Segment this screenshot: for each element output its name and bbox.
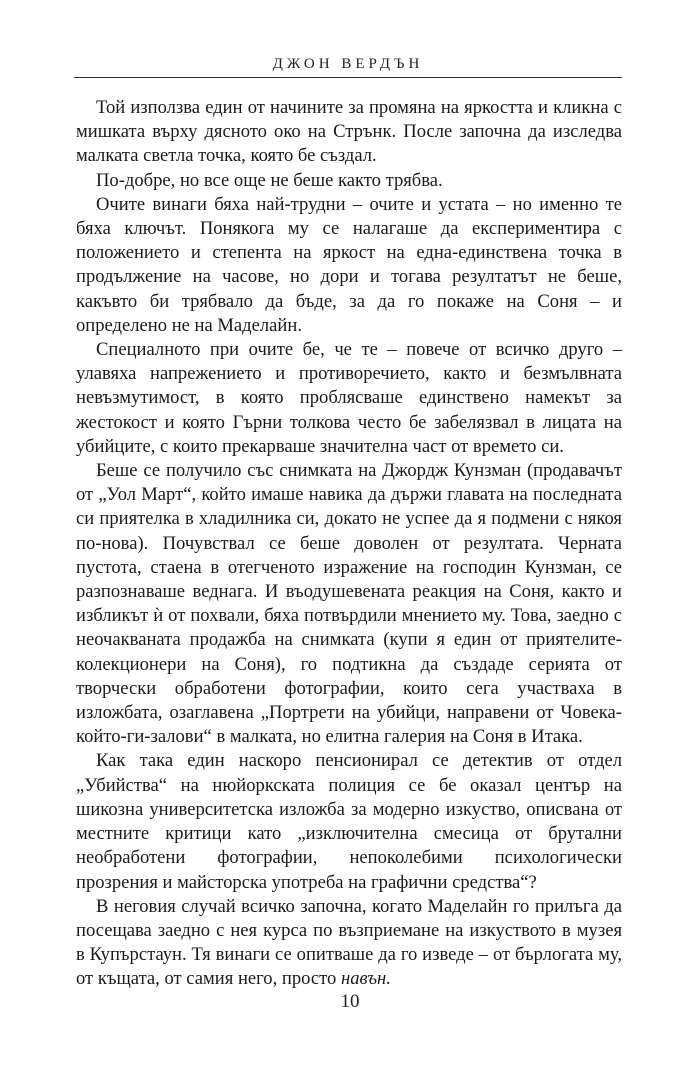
- paragraph: Специалното при очите бе, че те – повече от всичко друго – улавяха напрежението и противоречието, както и безмълвната невъзмутимост, в която проблясваше единствено намекът за жестокост и която Гърни толкова често бе забелязвал в лицата на убийците, с които прекарваше значителна част от времето си.: [76, 339, 622, 457]
- emphasized-word: навън.: [341, 968, 391, 990]
- paragraph: Как така един наскоро пенсионирал се детектив от отдел „Убийства“ на нюйоркската полиция се бе оказал център на шикозна университетска изложба за модерно изкуство, описвана от местните критици като „изключителна смесица от брутални необработени фотографии, непоколебими психологически прозрения и майсторска употреба на графични средства“?: [76, 750, 622, 893]
- page-number: 10: [340, 991, 360, 1012]
- header-rule: [74, 77, 622, 78]
- body-text: [76, 96, 622, 992]
- paragraph-last-text: В неговия случай всичко започна, когато Маделайн го прилъга да посещава заедно с нея курса по възприемане на изкуството в музея в Купърстаун. Тя винаги се опитваше да го изведе – от бърлогата му, от къщата, от самия него, просто: [76, 895, 622, 990]
- paragraph: Беше се получило със снимката на Джордж Кунзман (продавачът от „Уол Март“, който имаше навика да държи главата на последната си приятелка в хладилника си, докато не успее да я подмени с някоя по-нова). Почувствал се беше доволен от резултата. Черната пустота, стаена в отегченото изражение на господин Кунзман, се разпознаваше веднага. И въодушевената реакция на Соня, както и избликът ѝ от похвали, бяха потвърдили мнението му. Това, заедно с неочакваната продажба на снимката (купи я един от приятелите-колекционери на Соня), го подтикна да създаде серията от творчески обработени фотографии, които сега участваха в изложбата, озаглавена „Портрети на убийци, направени от Човека-който-ги-залови“ в малката, но елитна галерия на Соня в Итака.: [76, 460, 622, 748]
- running-head: ДЖОН ВЕРДЪН: [272, 56, 424, 72]
- paragraph: Той използва един от начините за промяна на яркостта и кликна с мишката върху дясното око на Стрънк. После започна да изследва малката светла точка, която бе създал.: [76, 97, 622, 167]
- paragraph: Очите винаги бяха най-трудни – очите и устата – но именно те бяха ключът. Понякога му се налагаше да експериментира с положението и степента на яркост на една-единствена точка в продължение на часове, но дори и тогава резултатът не беше, какъвто би трябвало да бъде, за да го покаже на Соня – и определено не на Маделайн.: [76, 193, 622, 336]
- paragraph: По-добре, но все още не беше както трябва.: [96, 169, 443, 191]
- paragraph-last: [76, 895, 622, 992]
